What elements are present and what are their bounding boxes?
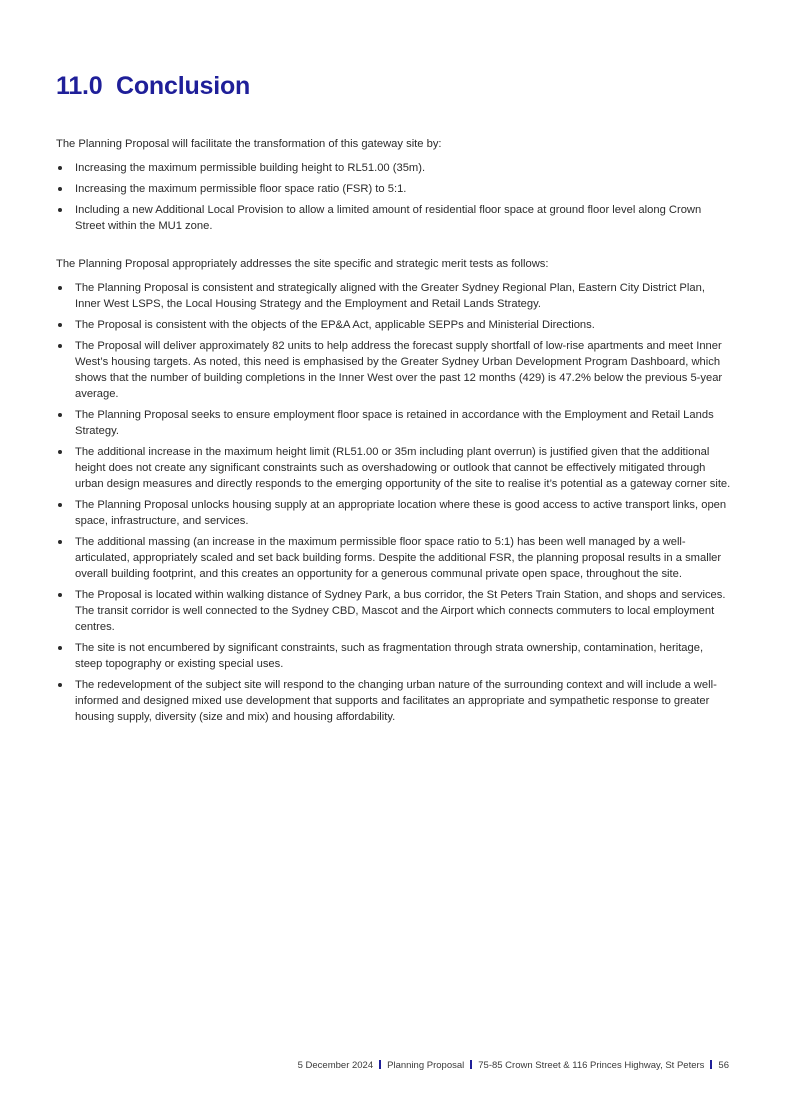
- footer-address: 75-85 Crown Street & 116 Princes Highway, St Peters: [478, 1060, 705, 1071]
- list-item: The Proposal is located within walking distance of Sydney Park, a bus corridor, the St Peters Train Station, and shops and services. The transit corridor is well connected to the Sydney CBD, Mascot and the Airport which connects commuters to local employment centres.: [56, 587, 732, 635]
- bullet-list-1: [56, 160, 732, 234]
- page-number: 56: [718, 1060, 729, 1071]
- list-item: The Proposal is consistent with the objects of the EP&A Act, applicable SEPPs and Ministerial Directions.: [56, 317, 732, 333]
- footer-document-title: Planning Proposal: [387, 1060, 465, 1071]
- list-item: The redevelopment of the subject site will respond to the changing urban nature of the surrounding context and will include a well-informed and designed mixed use development that supports and facilitates an appropriate and sympathetic response to greater housing supply, diversity (size and mix) and housing affordability.: [56, 677, 732, 725]
- body-content: [56, 136, 732, 730]
- list-item: Including a new Additional Local Provision to allow a limited amount of residential floor space at ground floor level along Crown Street within the MU1 zone.: [56, 202, 732, 234]
- section-title: Conclusion: [116, 72, 251, 100]
- footer-date: 5 December 2024: [297, 1060, 374, 1071]
- section-number: 11.0: [56, 72, 103, 100]
- bullet-list-2: [56, 280, 732, 725]
- list-item: Increasing the maximum permissible building height to RL51.00 (35m).: [56, 160, 732, 176]
- section-heading: [56, 72, 250, 101]
- list-item: The Planning Proposal unlocks housing supply at an appropriate location where these is good access to active transport links, open space, infrastructure, and services.: [56, 497, 732, 529]
- list-item: The site is not encumbered by significant constraints, such as fragmentation through strata ownership, contamination, heritage, steep topography or existing special uses.: [56, 640, 732, 672]
- footer-separator: [379, 1060, 381, 1069]
- list-item: Increasing the maximum permissible floor space ratio (FSR) to 5:1.: [56, 181, 732, 197]
- list-item: The Planning Proposal seeks to ensure employment floor space is retained in accordance with the Employment and Retail Lands Strategy.: [56, 407, 732, 439]
- footer-separator: [710, 1060, 712, 1069]
- footer-separator: [470, 1060, 472, 1069]
- list-item: The additional increase in the maximum height limit (RL51.00 or 35m including plant overrun) is justified given that the additional height does not create any significant constraints such as overshadowing or outlook that cannot be effectively mitigated through urban design measures and directly responds to the emerging opportunity of the site to realise it’s potential as a gateway corner site.: [56, 444, 732, 492]
- list-item: The Proposal will deliver approximately 82 units to help address the forecast supply shortfall of low-rise apartments and meet Inner West’s housing targets. As noted, this need is emphasised by the Greater Sydney Urban Development Program Dashboard, which shows that the number of building completions in the Inner West over the past 12 months (429) is 47.2% below the previous 5-year average.: [56, 338, 732, 402]
- list-item: The Planning Proposal is consistent and strategically aligned with the Greater Sydney Regional Plan, Eastern City District Plan, Inner West LSPS, the Local Housing Strategy and the Employment and Retail Lands Strategy.: [56, 280, 732, 312]
- intro-paragraph-1: The Planning Proposal will facilitate the transformation of this gateway site by:: [56, 138, 442, 150]
- intro-paragraph-2: The Planning Proposal appropriately addresses the site specific and strategic merit tests as follows:: [56, 258, 549, 270]
- list-item: The additional massing (an increase in the maximum permissible floor space ratio to 5:1) has been well managed by a well-articulated, appropriately scaled and set back building forms. Despite the additional FSR, the planning proposal results in a smaller overall building footprint, and this creates an opportunity for a generous communal private open space, throughout the site.: [56, 534, 732, 582]
- page-footer: [298, 1060, 729, 1071]
